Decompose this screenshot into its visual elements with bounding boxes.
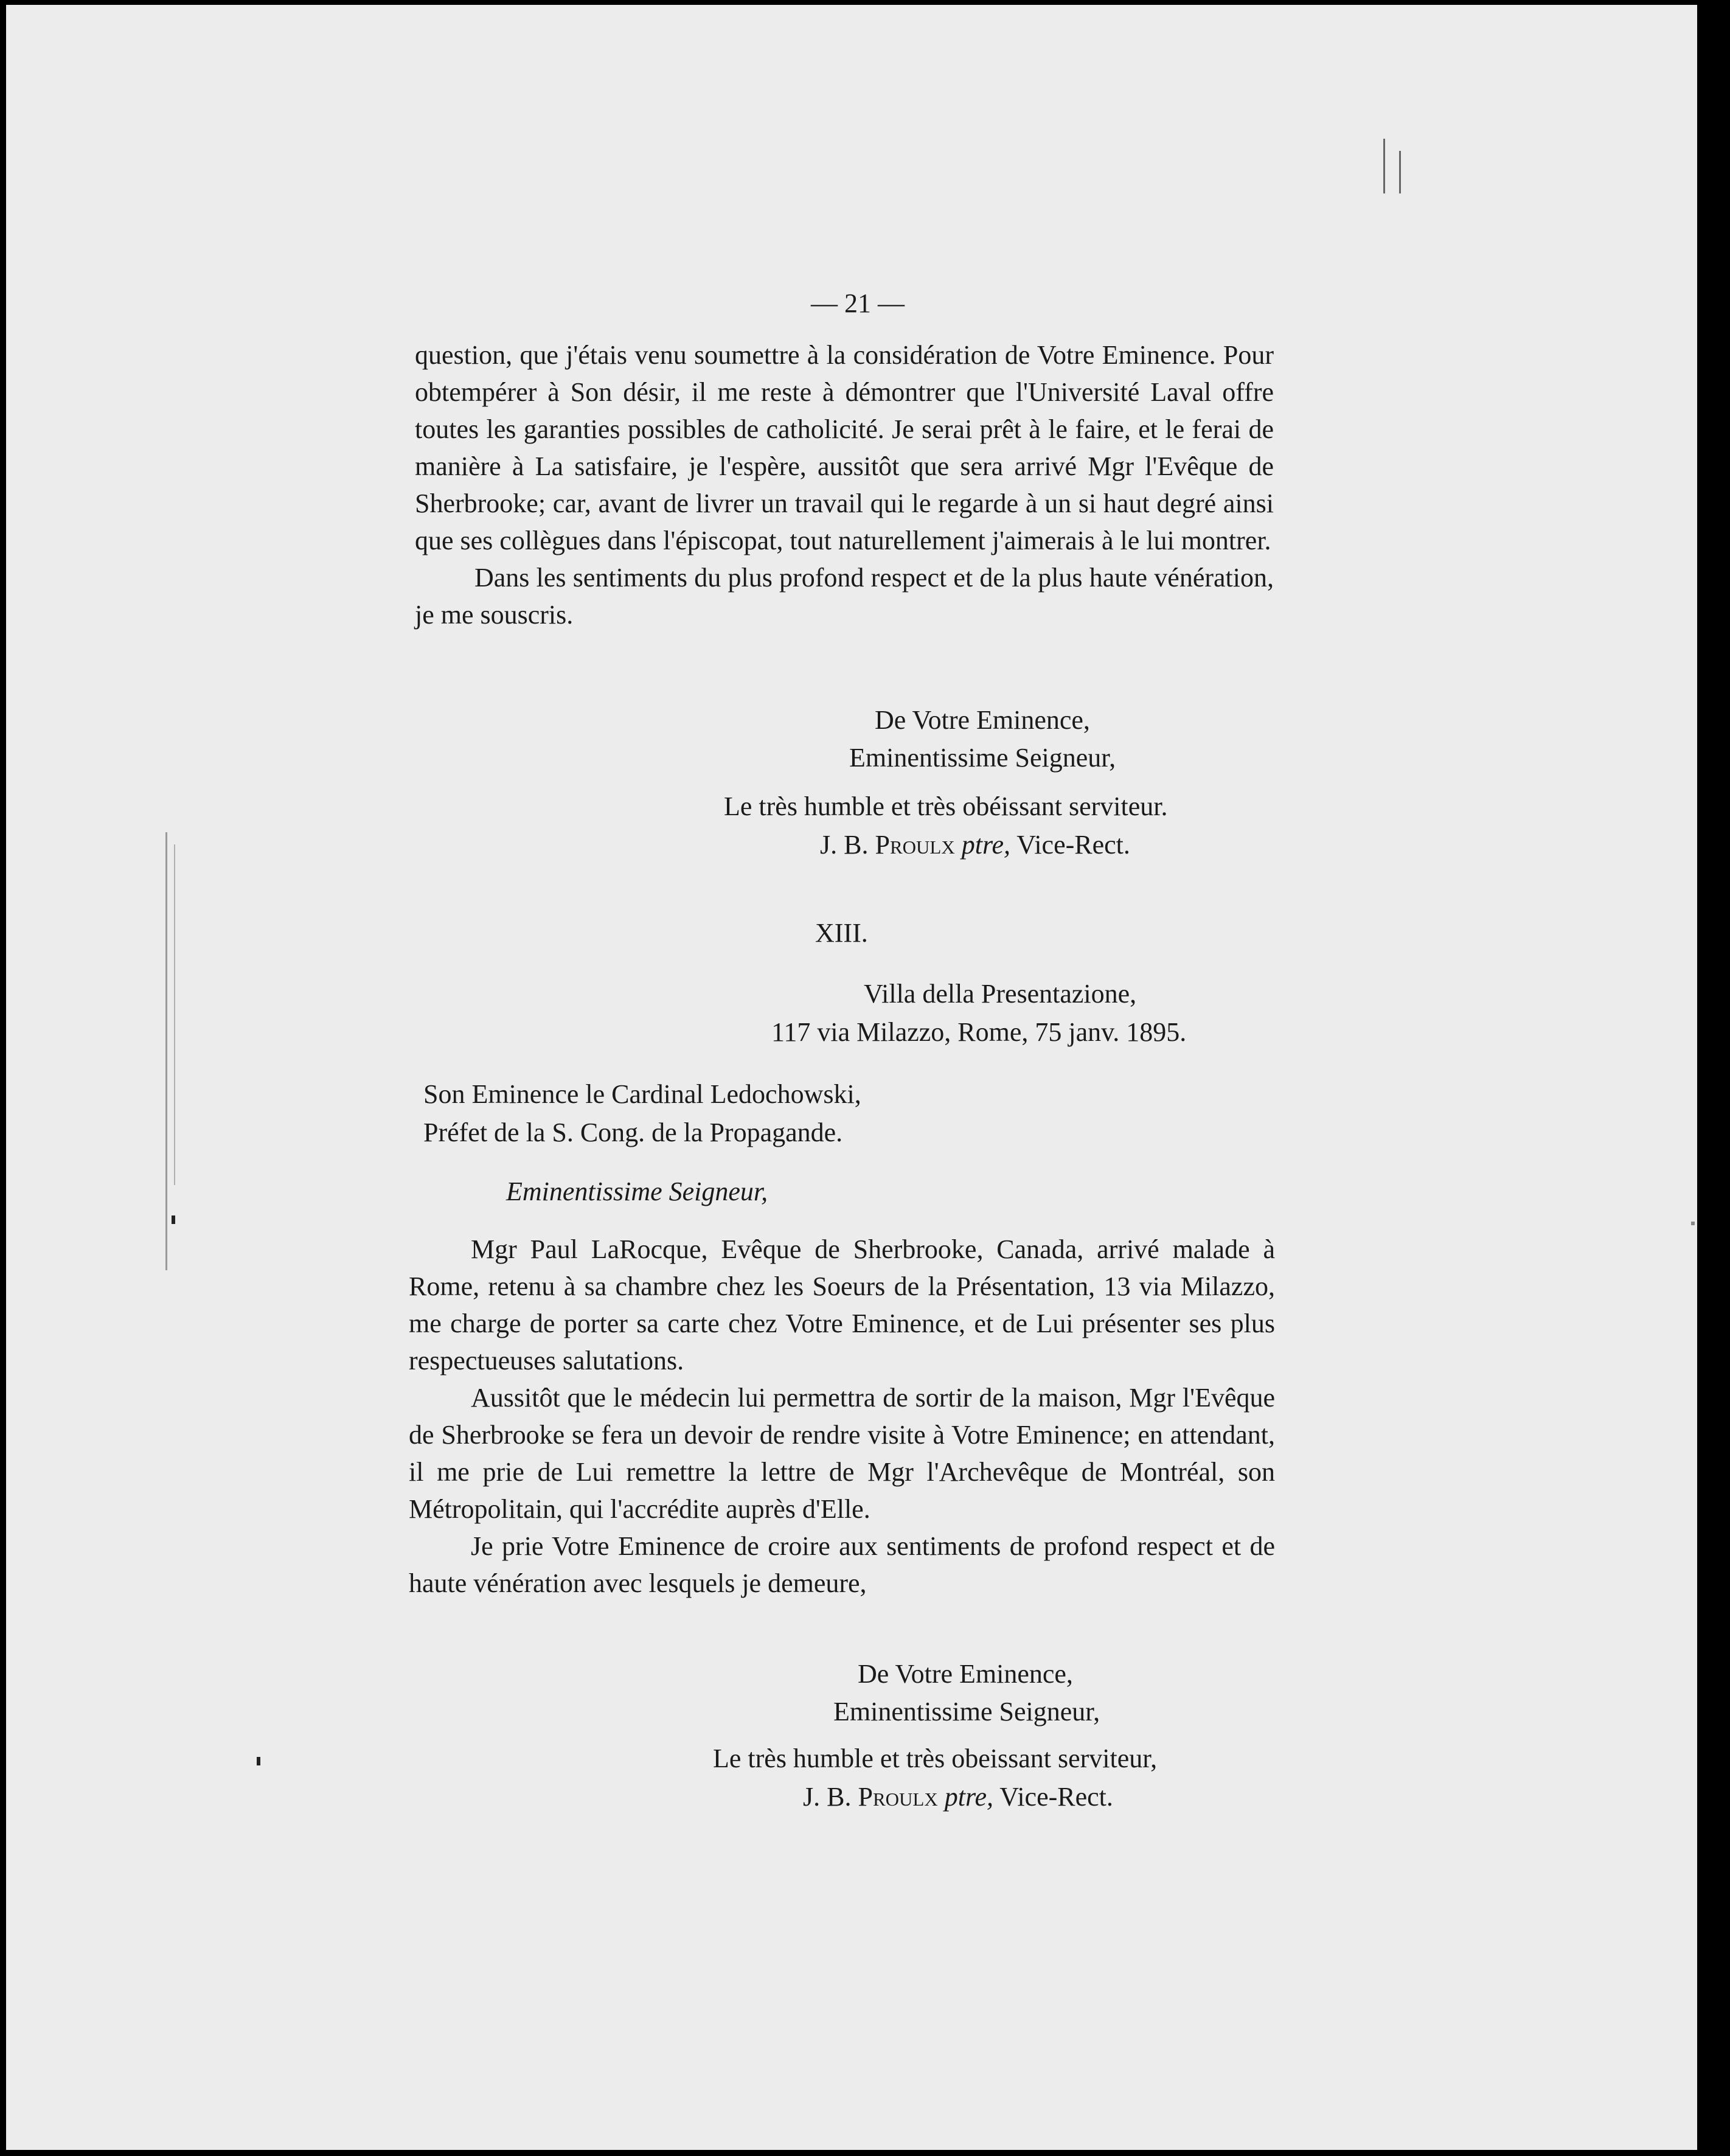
paragraph: Dans les sentiments du plus profond respect et de la plus haute vénération, je me souscris. (415, 563, 1274, 630)
signature (803, 1778, 1113, 1815)
scanned-page (6, 5, 1697, 2150)
signature-initials: J. B. (803, 1782, 852, 1812)
scan-edge-line (1399, 151, 1401, 193)
paragraph: Aussitôt que le médecin lui permettra de sortir de la maison, Mgr l'Evêque de Sherbrooke se fera un devoir de rendre visite à Votre Eminence; en attendant, il me prie de Lui remettre la lettre de Mgr l'Archevêque de Montréal, son Métropolitain, qui l'accrédite auprès d'Elle. (409, 1383, 1275, 1524)
signature-title: ptre, (944, 1782, 993, 1812)
letter-xii-body (415, 336, 1274, 633)
scan-dot (257, 1757, 260, 1765)
salutation-line: Eminentissime Seigneur, (833, 1697, 1100, 1727)
scan-margin-line (165, 832, 167, 1270)
page-number: — 21 — (811, 288, 905, 318)
paragraph: Je prie Votre Eminence de croire aux sentiments de profond respect et de haute vénération avec lesquels je demeure, (409, 1531, 1275, 1598)
scan-edge-line (1383, 139, 1385, 193)
salutation-line: De Votre Eminence, (875, 705, 1090, 735)
signature-name: Proulx (875, 830, 955, 860)
recipient-line: Son Eminence le Cardinal Ledochowski, (423, 1079, 861, 1109)
scan-margin-line (174, 844, 175, 1185)
signature-role: Vice-Rect. (1016, 830, 1130, 860)
signature (820, 826, 1130, 863)
address-line: Villa della Presentazione, (864, 979, 1137, 1009)
signature-title: ptre, (961, 830, 1010, 860)
salutation-line: Eminentissime Seigneur, (849, 743, 1116, 773)
paragraph: Mgr Paul LaRocque, Evêque de Sherbrooke, Canada, arrivé malade à Rome, retenu à sa chambre chez les Soeurs de la Présentation, 13 via Milazzo, me charge de porter sa carte chez Votre Eminence, et de Lui présenter ses plus respectueuses salutations. (409, 1234, 1275, 1375)
signature-name: Proulx (858, 1782, 938, 1812)
paragraph: question, que j'étais venu soumettre à la considération de Votre Eminence. Pour obtempérer à Son désir, il me reste à démontrer que l'Université Laval offre toutes les garanties possibles de catholicité. Je serai prêt à le faire, et le ferai de manière à La satisfaire, je l'espère, aussitôt que sera arrivé Mgr l'Evêque de Sherbrooke; car, avant de livrer un travail qui le regarde à un si haut degré ainsi que ses collègues dans l'épiscopat, tout naturellement j'aimerais à le lui montrer. (415, 340, 1274, 555)
salutation-line: De Votre Eminence, (858, 1659, 1073, 1689)
recipient-line: Préfet de la S. Cong. de la Propagande. (423, 1118, 843, 1147)
signature-initials: J. B. (820, 830, 869, 860)
scan-dot (1691, 1222, 1695, 1225)
salutation-line: Le très humble et très obeissant serviteur, (713, 1744, 1158, 1773)
letter-xiii-body (409, 1231, 1275, 1602)
signature-role: Vice-Rect. (999, 1782, 1113, 1812)
scan-dot (172, 1215, 175, 1224)
greeting: Eminentissime Seigneur, (506, 1177, 768, 1206)
address-line: 117 via Milazzo, Rome, 75 janv. 1895. (771, 1017, 1187, 1047)
letter-number-heading: XIII. (815, 918, 868, 948)
salutation-line: Le très humble et très obéissant serviteur. (724, 791, 1168, 821)
